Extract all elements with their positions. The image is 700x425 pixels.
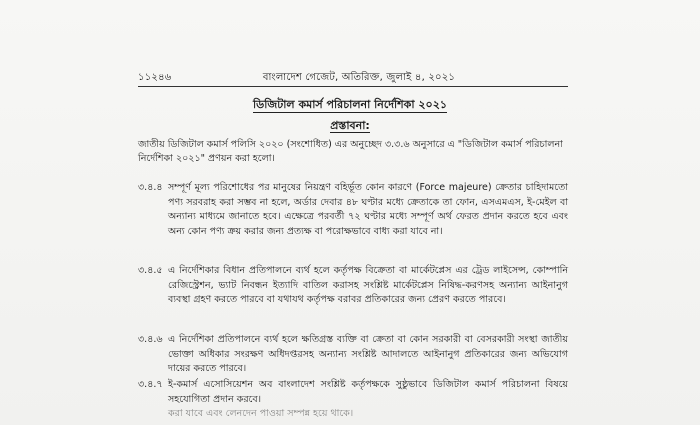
clause-number: ৩.৪.৫ bbox=[138, 265, 163, 276]
clause-number: ৩.৪.৭ bbox=[138, 379, 163, 390]
header-rule bbox=[138, 86, 568, 87]
clause-3-4-4 bbox=[138, 181, 568, 239]
clause-text: ই-কমার্স এসোসিয়েশন অব বাংলাদেশ সংশ্লিষ্ট কর্তৃপক্ষকে সুষ্ঠুভাবে ডিজিটাল কমার্স পরিচালনা বিষয়ে সহযোগিতা প্রদান করবে। করা যাবে এবং লেনদেন পাওয়া সম্পন্ন হয়ে থাকে। bbox=[168, 379, 568, 419]
cut-off-line: করা যাবে এবং লেনদেন পাওয়া সম্পন্ন হয়ে থাকে। bbox=[168, 408, 354, 419]
clause-3-4-6 bbox=[138, 333, 568, 377]
clause-text: সম্পূর্ণ মূল্য পরিশোধের পর মানুষের নিয়ন্ত্রণ বহির্ভূত কোন কারণে (Force majeure) ক্রেতার চাহিদামতো পণ্য সরবরাহ করা সম্ভব না হলে, অর্ডার দেবার ৪৮ ঘণ্টার মধ্যে ক্রেতাকে তা ফোন, এসএমএস, ই-মেইল বা অন্যান্য মাধ্যমে জানাতে হবে। এক্ষেত্রে পরবর্তী ৭২ ঘণ্টার মধ্যে সম্পূর্ণ অর্থ ফেরত প্রদান করতে হবে এবং অন্য কোন পণ্য ক্রয় করার জন্য প্রত্যক্ষ বা পরোক্ষভাবে বাধ্য করা যাবে না। bbox=[168, 182, 568, 237]
gazette-title: বাংলাদেশ গেজেট, অতিরিক্ত, জুলাই ৪, ২০২১ bbox=[262, 72, 456, 83]
clause-3-4-7 bbox=[138, 378, 568, 422]
preamble-heading: প্রস্তাবনা: bbox=[330, 119, 370, 132]
page-header bbox=[138, 70, 560, 87]
page-number: ১১২৪৬ bbox=[138, 72, 172, 83]
document-title: ডিজিটাল কমার্স পরিচালনা নির্দেশিকা ২০২১ bbox=[253, 98, 447, 111]
intro-paragraph: জাতীয় ডিজিটাল কমার্স পলিসি ২০২০ (সংশোধিত) এর অনুচ্ছেদ ৩.৩.৬ অনুসারে এ "ডিজিটাল কমার্স পরিচালনা নির্দেশিকা ২০২১" প্রণয়ন করা হলো। bbox=[138, 139, 563, 164]
clause-number: ৩.৪.৬ bbox=[138, 334, 163, 345]
clause-number: ৩.৪.৪ bbox=[138, 182, 163, 193]
clause-3-4-5 bbox=[138, 264, 568, 308]
clause-text: এ নির্দেশিকার বিধান প্রতিপালনে ব্যর্থ হলে কর্তৃপক্ষ বিক্রেতা বা মার্কেটপ্লেস এর ট্রেড লাইসেন্স, কোম্পানি রেজিস্ট্রেশন, ভ্যাট নিবন্ধন ইত্যাদি বাতিল করাসহ সংশ্লিষ্ট মার্কেটপ্লেস নিষিদ্ধ-করণসহ অন্যান্য আইনানুগ ব্যবস্থা গ্রহণ করতে পারবে বা যথাযথ কর্তৃপক্ষ বরাবর প্রতিকারের জন্য প্রেরণ করতে পারবে। bbox=[168, 265, 568, 305]
clause-text: এ নির্দেশিকা প্রতিপালনে ব্যর্থ হলে ক্ষতিগ্রস্ত ব্যক্তি বা ক্রেতা বা কোন সরকারী বা বেসরকারী সংস্থা জাতীয় ভোক্তা অধিকার সংরক্ষণ অধিদপ্তরসহ অন্যান্য সংশ্লিষ্ট আদালতে আইনানুগ প্রতিকারের জন্য অভিযোগ দায়ের করতে পারবে। bbox=[168, 334, 568, 374]
